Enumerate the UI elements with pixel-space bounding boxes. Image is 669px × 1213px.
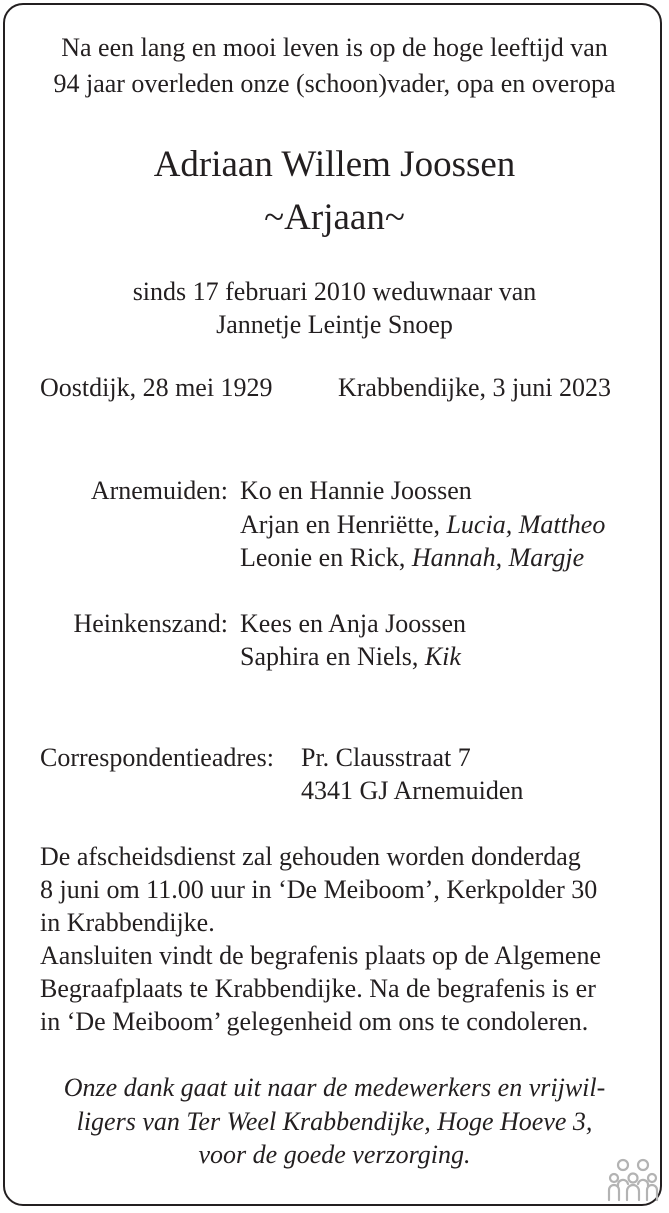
intro-line-2: 94 jaar overleden onze (schoon)vader, opa en overopa <box>53 69 616 98</box>
correspondence-label: Correspondentieadres: <box>40 743 274 772</box>
thanks-text-2: ligers van Ter Weel Krabbendijke, Hoge Hoeve 3, <box>76 1107 593 1136</box>
thanks-line-1 <box>0 1072 669 1104</box>
correspondence-street: Pr. Clausstraat 7 <box>301 743 471 772</box>
family-children: Hannah, Margje <box>411 543 585 572</box>
birth-date: Oostdijk, 28 mei 1929 <box>40 373 273 402</box>
service-line-5: Begraafplaats te Krabbendijke. Na de begrafenis is er <box>40 974 596 1003</box>
widower-line-1: sinds 17 februari 2010 weduwnaar van <box>132 277 537 306</box>
family-place-heinkenszand: Heinkenszand: <box>73 609 228 638</box>
service-line-3: in Krabbendijke. <box>40 908 215 937</box>
death-date: Krabbendijke, 3 juni 2023 <box>338 373 611 402</box>
deceased-full-name: Adriaan Willem Joossen <box>153 144 516 185</box>
family-row <box>240 542 584 574</box>
family-names: Arjan en Henriëtte, <box>240 510 447 539</box>
family-children: Kik <box>424 642 461 671</box>
family-names: Leonie en Rick, <box>240 543 412 572</box>
service-line-4: Aansluiten vindt de begrafenis plaats op de Algemene <box>40 941 602 970</box>
family-names: Saphira en Niels, <box>240 642 425 671</box>
intro-line-1: Na een lang en mooi leven is op de hoge leeftijd van <box>61 33 608 62</box>
family-children: Lucia, Mattheo <box>446 510 606 539</box>
service-line-1: De afscheidsdienst zal gehouden worden donderdag <box>40 842 581 871</box>
family-row <box>240 641 461 673</box>
service-line-2: 8 juni om 11.00 uur in ‘De Meiboom’, Kerkpolder 30 <box>40 875 598 904</box>
thanks-text-3: voor de goede verzorging. <box>198 1140 471 1169</box>
correspondence-city: 4341 GJ Arnemuiden <box>301 776 524 805</box>
family-row <box>240 509 605 541</box>
thanks-text-1: Onze dank gaat uit naar de medewerkers en vrijwil- <box>63 1073 606 1102</box>
family-names: Kees en Anja Joossen <box>240 609 467 638</box>
family-row <box>240 608 466 640</box>
service-line-6: in ‘De Meiboom’ gelegenheid om ons te condoleren. <box>40 1007 589 1036</box>
family-place-arnemuiden: Arnemuiden: <box>90 476 228 505</box>
people-group-icon <box>607 1158 661 1202</box>
thanks-line-2 <box>0 1106 669 1138</box>
widower-line-2: Jannetje Leintje Snoep <box>216 310 453 339</box>
deceased-nickname: ~Arjaan~ <box>264 197 405 238</box>
thanks-line-3 <box>0 1139 669 1171</box>
family-names: Ko en Hannie Joossen <box>240 476 472 505</box>
family-row <box>240 475 472 507</box>
